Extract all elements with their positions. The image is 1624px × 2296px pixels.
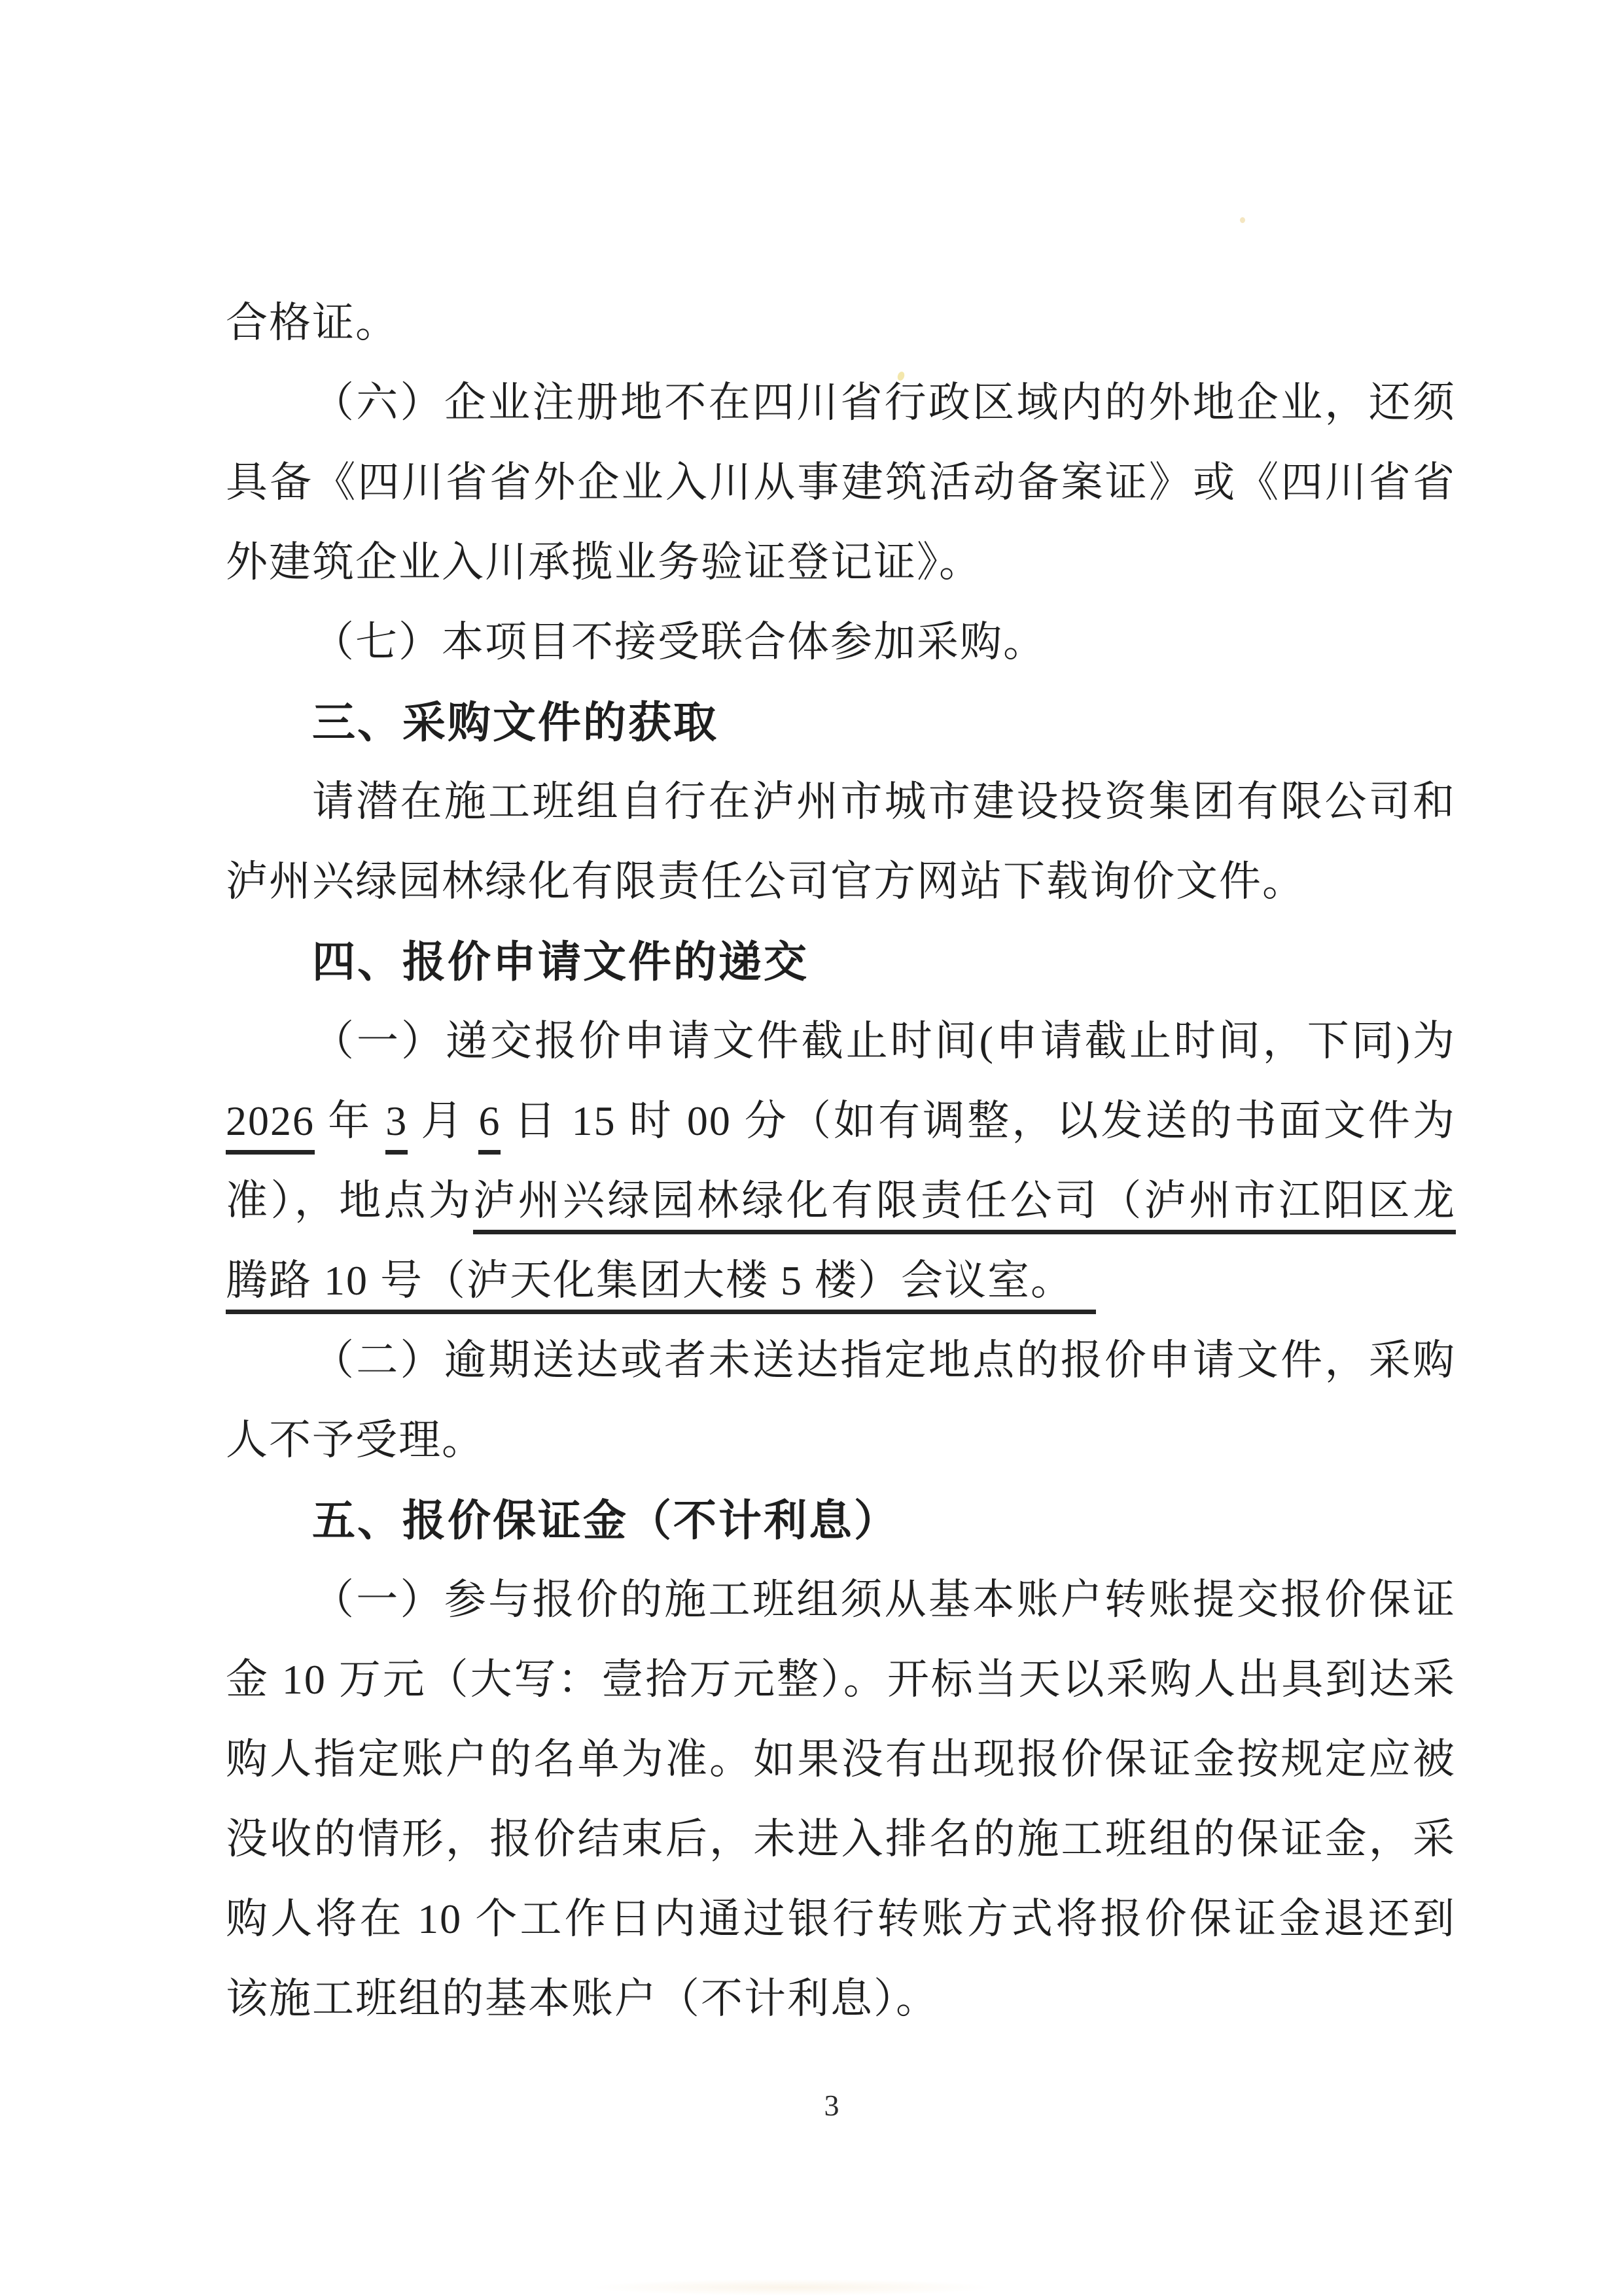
underlined-text: 6 bbox=[478, 1098, 501, 1155]
text-line bbox=[226, 1161, 1456, 1241]
text-segment: （六）企业注册地不在四川省行政区域内的外地企业，还须 bbox=[312, 379, 1456, 426]
text-segment: 外建筑企业入川承揽业务验证登记证》。 bbox=[226, 539, 982, 585]
text-line bbox=[226, 1001, 1456, 1081]
text-line bbox=[226, 1800, 1456, 1879]
text-segment: 准），地点为 bbox=[226, 1177, 474, 1224]
text-segment: （一）递交报价申请文件截止时间(申请截止时间，下同)为 bbox=[312, 1018, 1456, 1064]
text-line bbox=[226, 1081, 1456, 1161]
text-segment: （七）本项目不接受联合体参加采购。 bbox=[312, 619, 1046, 665]
underlined-text: 腾路 10 号（泸天化集团大楼 5 楼）会议室。 bbox=[226, 1257, 1096, 1314]
text-line bbox=[226, 762, 1456, 842]
text-line bbox=[226, 1321, 1456, 1400]
text-line bbox=[226, 1720, 1456, 1800]
underlined-text: 3 bbox=[385, 1098, 408, 1155]
text-line bbox=[226, 1400, 1456, 1480]
text-segment: 金 10 万元（大写：壹拾万元整）。开标当天以采购人出具到达采 bbox=[226, 1656, 1456, 1703]
text-segment: 该施工班组的基本账户（不计利息）。 bbox=[226, 1975, 939, 2022]
text-line bbox=[226, 1879, 1456, 1959]
scan-speck bbox=[1240, 217, 1245, 223]
text-segment: （二）逾期送达或者未送达指定地点的报价申请文件，采购 bbox=[312, 1337, 1456, 1383]
text-segment: （一）参与报价的施工班组须从基本账户转账提交报价保证 bbox=[312, 1576, 1456, 1623]
text-line bbox=[226, 523, 1456, 602]
text-line bbox=[226, 602, 1456, 682]
text-segment: 请潜在施工班组自行在泸州市城市建设投资集团有限公司和 bbox=[312, 778, 1456, 825]
text-segment: 日 15 时 00 分（如有调整，以发送的书面文件为 bbox=[501, 1098, 1456, 1144]
text-line bbox=[226, 443, 1456, 523]
text-line bbox=[226, 1959, 1456, 2039]
heading-line bbox=[226, 682, 1456, 762]
text-line bbox=[226, 1640, 1456, 1720]
text-segment: 人不予受理。 bbox=[226, 1417, 485, 1463]
text-segment: 月 bbox=[408, 1098, 479, 1144]
text-segment: 五、报价保证金（不计利息） bbox=[312, 1496, 899, 1544]
underlined-text: 泸州兴绿园林绿化有限责任公司（泸州市江阳区龙 bbox=[473, 1177, 1456, 1234]
text-line bbox=[226, 842, 1456, 922]
document-body bbox=[226, 283, 1456, 2039]
underlined-text: 2026 bbox=[226, 1098, 315, 1155]
text-segment: 没收的情形，报价结束后，未进入排名的施工班组的保证金，采 bbox=[226, 1816, 1456, 1862]
text-segment: 购人将在 10 个工作日内通过银行转账方式将报价保证金退还到 bbox=[226, 1896, 1456, 1942]
heading-line bbox=[226, 922, 1456, 1001]
text-segment: 四、报价申请文件的递交 bbox=[312, 937, 809, 986]
text-segment: 泸州兴绿园林绿化有限责任公司官方网站下载询价文件。 bbox=[226, 858, 1305, 905]
text-line bbox=[226, 283, 1456, 363]
text-segment: 三、采购文件的获取 bbox=[312, 698, 718, 746]
page-number: 3 bbox=[824, 2089, 839, 2122]
heading-line bbox=[226, 1480, 1456, 1560]
text-line bbox=[226, 363, 1456, 443]
text-segment: 年 bbox=[315, 1098, 386, 1144]
text-line bbox=[226, 1560, 1456, 1640]
text-segment: 购人指定账户的名单为准。如果没有出现报价保证金按规定应被 bbox=[226, 1736, 1456, 1783]
text-line bbox=[226, 1241, 1456, 1321]
text-segment: 具备《四川省省外企业入川从事建筑活动备案证》或《四川省省 bbox=[226, 459, 1456, 506]
text-segment: 合格证。 bbox=[226, 300, 398, 346]
